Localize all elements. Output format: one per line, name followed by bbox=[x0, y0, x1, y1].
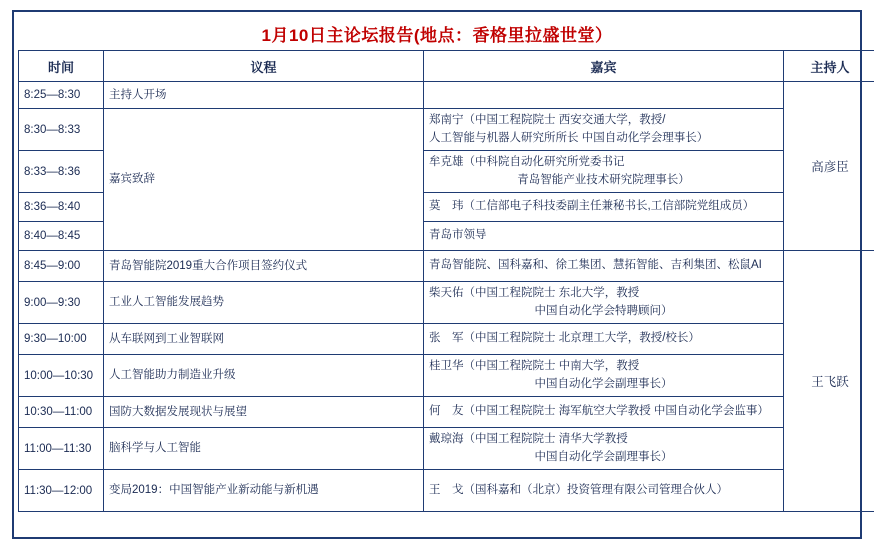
cell-time: 9:30—10:00 bbox=[19, 324, 104, 355]
cell-agenda: 主持人开场 bbox=[104, 82, 424, 109]
cell-guest bbox=[424, 251, 784, 282]
cell-host-first: 高彦臣 bbox=[784, 82, 874, 251]
guest-line: 郑南宁（中国工程院院士 西安交通大学，教授/ bbox=[429, 114, 666, 127]
guest-line: 莫 玮（工信部电子科技委副主任兼秘书长,工信部院党组成员） bbox=[429, 200, 755, 213]
table-header-row bbox=[19, 51, 874, 82]
cell-guest bbox=[424, 222, 784, 251]
cell-guest bbox=[424, 282, 784, 324]
table-row bbox=[19, 109, 874, 151]
guest-line: 牟克雄（中科院自动化研究所党委书记 bbox=[429, 156, 625, 169]
guest-line: 张 军（中国工程院院士 北京理工大学，教授/校长） bbox=[429, 332, 700, 345]
guest-line: 青岛市领导 bbox=[429, 229, 487, 242]
cell-time: 8:40—8:45 bbox=[19, 222, 104, 251]
table-row bbox=[19, 82, 874, 109]
guest-line: 王 戈（国科嘉和（北京）投资管理有限公司管理合伙人） bbox=[429, 483, 728, 496]
table-frame bbox=[12, 10, 862, 539]
cell-guest bbox=[424, 324, 784, 355]
table-header bbox=[19, 51, 874, 82]
table-body bbox=[19, 82, 874, 512]
cell-guest bbox=[424, 428, 784, 470]
guest-line: 人工智能与机器人研究所所长 中国自动化学会理事长） bbox=[429, 131, 709, 144]
cell-guest bbox=[424, 193, 784, 222]
cell-time: 8:36—8:40 bbox=[19, 193, 104, 222]
cell-agenda: 工业人工智能发展趋势 bbox=[104, 282, 424, 324]
cell-host-second: 王飞跃 bbox=[784, 251, 874, 512]
cell-time: 8:25—8:30 bbox=[19, 82, 104, 109]
table-row bbox=[19, 355, 874, 397]
guest-line: 青岛智能产业技术研究院理事长） bbox=[517, 173, 690, 186]
cell-agenda: 变局2019：中国智能产业新动能与新机遇 bbox=[104, 470, 424, 512]
cell-time: 11:30—12:00 bbox=[19, 470, 104, 512]
guest-line: 桂卫华（中国工程院院士 中南大学，教授 bbox=[429, 360, 640, 373]
cell-agenda-speeches: 嘉宾致辞 bbox=[104, 109, 424, 251]
cell-agenda: 国防大数据发展现状与展望 bbox=[104, 397, 424, 428]
cell-guest bbox=[424, 82, 784, 109]
cell-guest bbox=[424, 151, 784, 193]
guest-line: 戴琼海（中国工程院院士 清华大学教授 bbox=[429, 433, 628, 446]
page-title: 1月10日主论坛报告(地点：香格里拉盛世堂） bbox=[261, 25, 613, 45]
cell-agenda: 从车联网到工业智联网 bbox=[104, 324, 424, 355]
table-row bbox=[19, 470, 874, 512]
cell-agenda: 脑科学与人工智能 bbox=[104, 428, 424, 470]
guest-line: 中国自动化学会特聘顾问） bbox=[534, 304, 673, 317]
cell-agenda: 人工智能助力制造业升级 bbox=[104, 355, 424, 397]
cell-guest bbox=[424, 109, 784, 151]
agenda-table bbox=[18, 50, 874, 512]
cell-time: 8:33—8:36 bbox=[19, 151, 104, 193]
guest-line: 中国自动化学会副理事长） bbox=[534, 450, 673, 463]
guest-line: 青岛智能院、国科嘉和、徐工集团、慧拓智能、吉利集团、松鼠AI bbox=[429, 259, 762, 272]
cell-time: 10:30—11:00 bbox=[19, 397, 104, 428]
table-row bbox=[19, 397, 874, 428]
cell-time: 9:00—9:30 bbox=[19, 282, 104, 324]
table-row bbox=[19, 324, 874, 355]
cell-guest bbox=[424, 470, 784, 512]
cell-time: 10:00—10:30 bbox=[19, 355, 104, 397]
guest-line: 何 友（中国工程院院士 海军航空大学教授 中国自动化学会监事） bbox=[429, 405, 769, 418]
document-title-bar bbox=[18, 16, 856, 50]
cell-guest bbox=[424, 397, 784, 428]
table-row bbox=[19, 428, 874, 470]
cell-guest bbox=[424, 355, 784, 397]
guest-line: 柴天佑（中国工程院院士 东北大学，教授 bbox=[429, 287, 640, 300]
table-row bbox=[19, 251, 874, 282]
column-header-guest: 嘉宾 bbox=[424, 51, 784, 82]
table-row bbox=[19, 282, 874, 324]
cell-agenda: 青岛智能院2019重大合作项目签约仪式 bbox=[104, 251, 424, 282]
cell-time: 11:00—11:30 bbox=[19, 428, 104, 470]
guest-line: 中国自动化学会副理事长） bbox=[534, 377, 673, 390]
cell-time: 8:45—9:00 bbox=[19, 251, 104, 282]
column-header-host: 主持人 bbox=[784, 51, 874, 82]
cell-time: 8:30—8:33 bbox=[19, 109, 104, 151]
column-header-time: 时间 bbox=[19, 51, 104, 82]
column-header-agenda: 议程 bbox=[104, 51, 424, 82]
